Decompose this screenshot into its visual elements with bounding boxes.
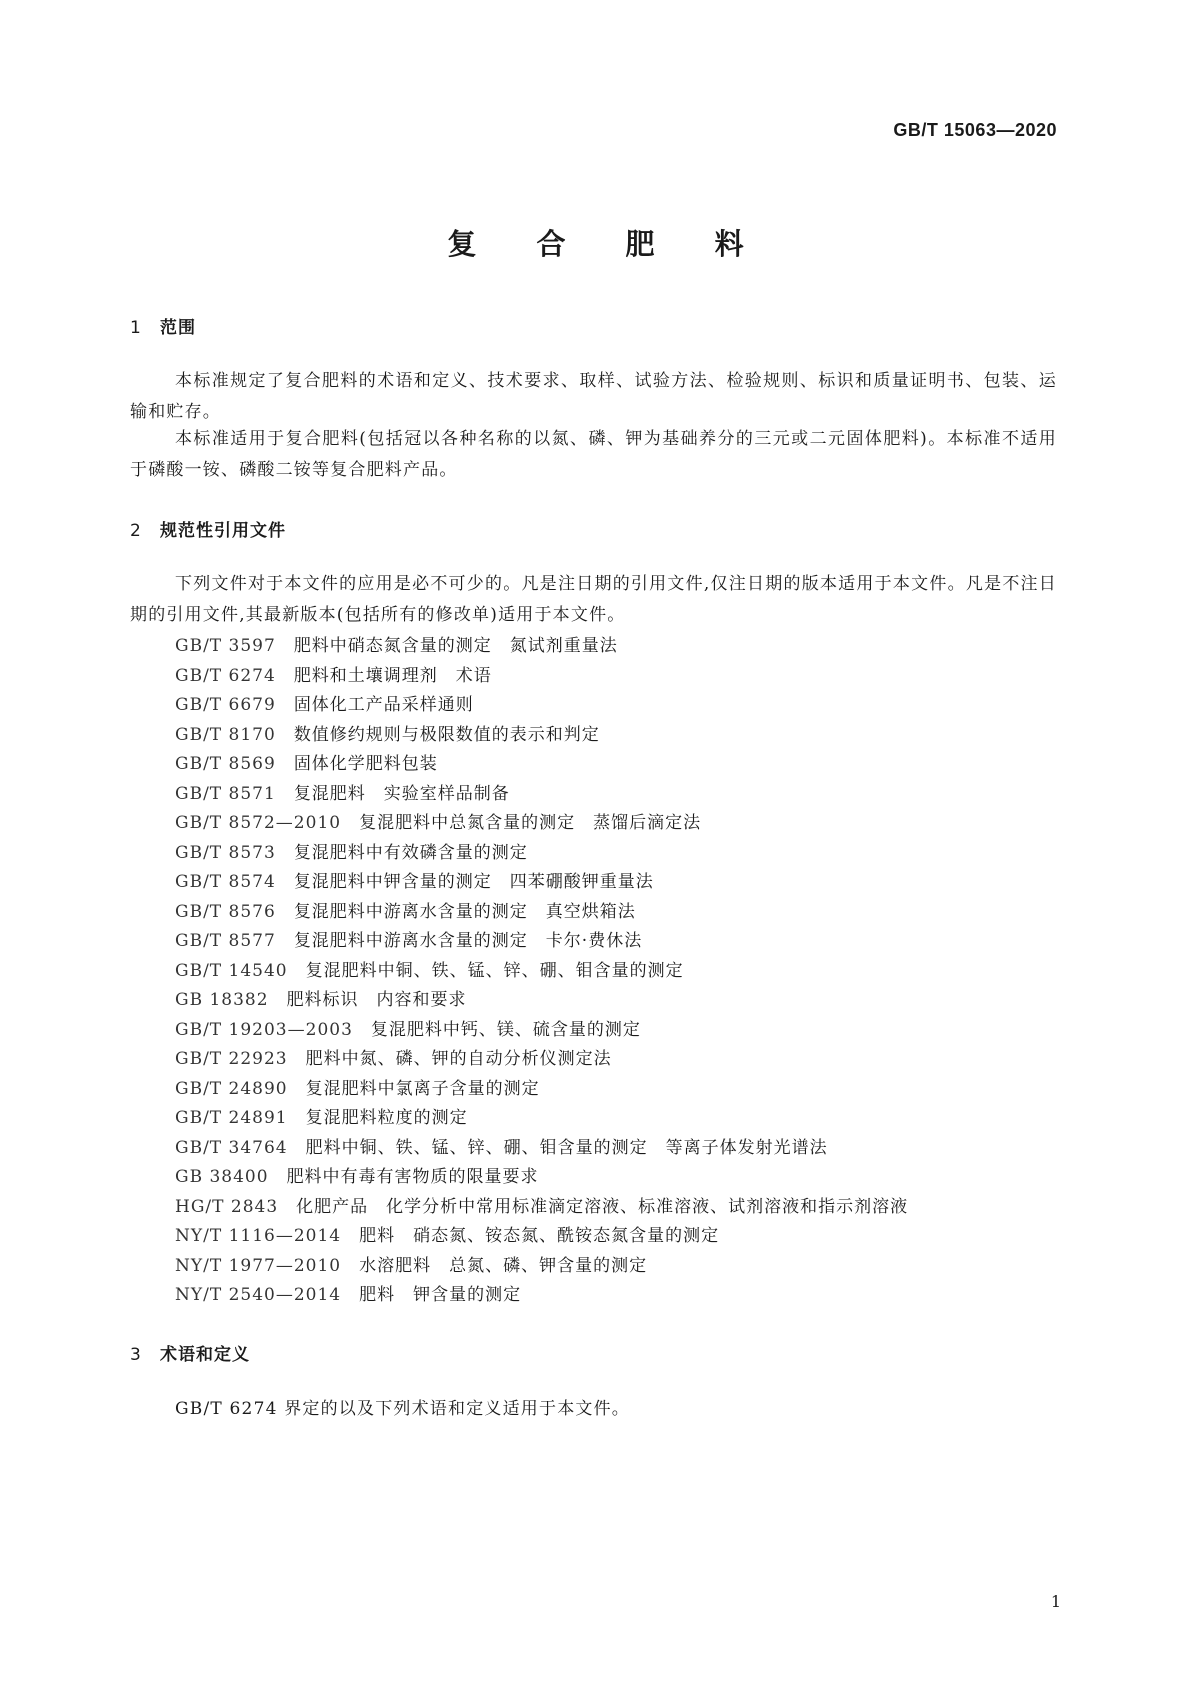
reference-code: GB/T 14540	[175, 960, 288, 981]
reference-title: 化肥产品 化学分析中常用标准滴定溶液、标准溶液、试剂溶液和指示剂溶液	[296, 1196, 909, 1217]
reference-title: 复混肥料中有效磷含量的测定	[293, 842, 528, 863]
section-title: 术语和定义	[160, 1345, 250, 1365]
page-number: 1	[1050, 1592, 1061, 1611]
reference-item	[175, 1134, 908, 1164]
reference-item	[175, 632, 908, 662]
reference-title: 固体化工产品采样通则	[293, 695, 474, 715]
reference-title: 复混肥料中游离水含量的测定 真空烘箱法	[293, 901, 636, 922]
reference-title: 固体化学肥料包装	[293, 754, 438, 774]
reference-title: 肥料中铜、铁、锰、锌、硼、钼含量的测定 等离子体发射光谱法	[305, 1137, 828, 1158]
section-number: 2	[130, 521, 142, 541]
reference-title: 肥料标识 内容和要求	[286, 990, 467, 1010]
reference-code: GB/T 8571	[175, 783, 276, 804]
reference-code: GB/T 6274	[175, 665, 276, 686]
reference-item	[175, 809, 908, 839]
reference-code: GB/T 8577	[175, 931, 276, 951]
section-title: 范围	[160, 318, 196, 338]
reference-item	[175, 1193, 908, 1223]
reference-item	[175, 691, 908, 721]
reference-item	[175, 868, 908, 898]
reference-list	[175, 632, 908, 1311]
reference-title: 复混肥料中游离水含量的测定 卡尔·费休法	[293, 931, 643, 951]
section-2-paragraph-1: 下列文件对于本文件的应用是必不可少的。凡是注日期的引用文件,仅注日期的版本适用于本文件。凡是不注日期的引用文件,其最新版本(包括所有的修改单)适用于本文件。	[130, 574, 1057, 625]
reference-item	[175, 721, 908, 751]
reference-item	[175, 1104, 908, 1134]
reference-code: GB/T 8574	[175, 872, 276, 892]
reference-code: GB/T 8170	[175, 724, 276, 745]
reference-code: GB/T 6679	[175, 695, 276, 715]
document-title: 复 合 肥 料	[447, 227, 769, 261]
reference-item	[175, 1016, 908, 1046]
reference-code: GB/T 8576	[175, 901, 276, 922]
section-title: 规范性引用文件	[160, 521, 286, 541]
section-1-paragraph-1: 本标准规定了复合肥料的术语和定义、技术要求、取样、试验方法、检验规则、标识和质量证明书、包装、运输和贮存。	[130, 371, 1057, 422]
reference-title: 复混肥料中钾含量的测定 四苯硼酸钾重量法	[293, 872, 654, 892]
reference-code: HG/T 2843	[175, 1196, 279, 1217]
reference-item	[175, 927, 908, 957]
reference-code: GB/T 3597	[175, 636, 276, 656]
section-2-heading	[130, 516, 286, 541]
reference-item	[175, 1222, 908, 1252]
reference-item	[175, 750, 908, 780]
reference-title: 数值修约规则与极限数值的表示和判定	[293, 724, 600, 745]
reference-code: NY/T 1977—2010	[175, 1255, 342, 1276]
reference-title: 复混肥料粒度的测定	[305, 1108, 468, 1128]
reference-item	[175, 1075, 908, 1105]
reference-item	[175, 839, 908, 869]
section-1-paragraph-2: 本标准适用于复合肥料(包括冠以各种名称的以氮、磷、钾为基础养分的三元或二元固体肥料)。本标准不适用于磷酸一铵、磷酸二铵等复合肥料产品。	[130, 429, 1057, 480]
reference-code: NY/T 2540—2014	[175, 1285, 342, 1305]
reference-title: 肥料 硝态氮、铵态氮、酰铵态氮含量的测定	[359, 1226, 720, 1246]
reference-code: GB/T 34764	[175, 1137, 288, 1158]
document-code: GB/T 15063—2020	[893, 120, 1057, 140]
reference-item	[175, 986, 908, 1016]
reference-item	[175, 957, 908, 987]
reference-title: 复混肥料中氯离子含量的测定	[305, 1078, 540, 1099]
reference-item	[175, 1045, 908, 1075]
reference-code: GB 18382	[175, 990, 269, 1010]
reference-title: 复混肥料中总氮含量的测定 蒸馏后滴定法	[359, 813, 702, 833]
reference-code: GB 38400	[175, 1167, 269, 1187]
reference-item	[175, 1163, 908, 1193]
section-3-heading	[130, 1340, 250, 1365]
reference-item	[175, 780, 908, 810]
reference-code: GB/T 19203—2003	[175, 1019, 353, 1040]
reference-code: GB/T 8573	[175, 842, 276, 863]
section-1-heading	[130, 313, 196, 338]
reference-title: 肥料中氮、磷、钾的自动分析仪测定法	[305, 1049, 612, 1069]
reference-code: GB/T 8569	[175, 754, 276, 774]
reference-title: 肥料中硝态氮含量的测定 氮试剂重量法	[293, 636, 618, 656]
section-3-paragraph-1: GB/T 6274 界定的以及下列术语和定义适用于本文件。	[175, 1399, 631, 1419]
reference-title: 肥料中有毒有害物质的限量要求	[286, 1167, 539, 1187]
reference-code: GB/T 24890	[175, 1078, 288, 1099]
section-number: 1	[130, 318, 142, 338]
reference-item	[175, 1252, 908, 1282]
section-number: 3	[130, 1345, 142, 1365]
reference-item	[175, 1281, 908, 1311]
reference-code: NY/T 1116—2014	[175, 1226, 342, 1246]
reference-code: GB/T 24891	[175, 1108, 288, 1128]
reference-title: 复混肥料中钙、镁、硫含量的测定	[370, 1019, 641, 1040]
reference-title: 复混肥料 实验室样品制备	[293, 783, 510, 804]
reference-title: 复混肥料中铜、铁、锰、锌、硼、钼含量的测定	[305, 960, 684, 981]
reference-code: GB/T 8572—2010	[175, 813, 342, 833]
reference-item	[175, 662, 908, 692]
reference-code: GB/T 22923	[175, 1049, 288, 1069]
reference-title: 肥料和土壤调理剂 术语	[293, 665, 492, 686]
reference-title: 肥料 钾含量的测定	[359, 1285, 522, 1305]
reference-title: 水溶肥料 总氮、磷、钾含量的测定	[359, 1255, 648, 1276]
reference-item	[175, 898, 908, 928]
